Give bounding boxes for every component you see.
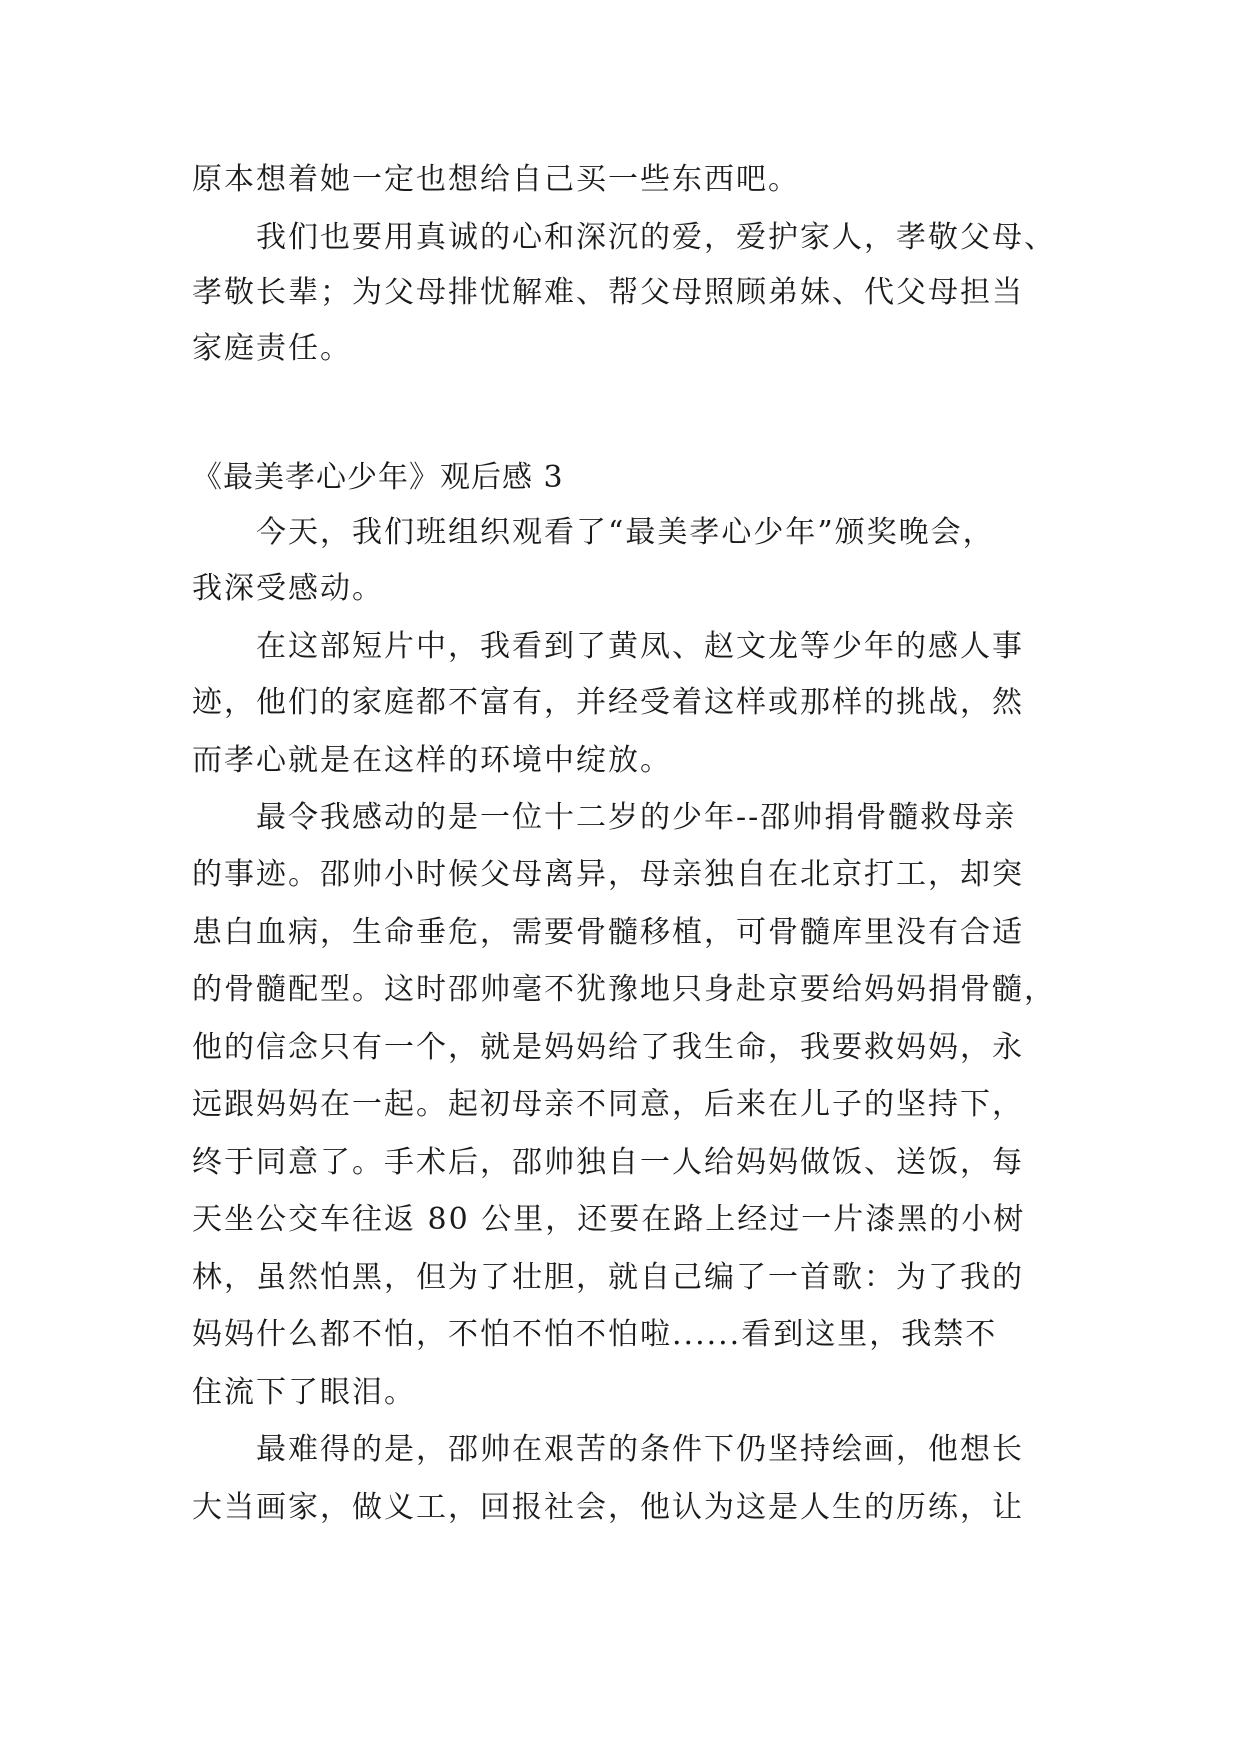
text-line: 我深受感动。	[192, 571, 384, 606]
paragraph-start: 最令我感动的是一位十二岁的少年--邵帅捐骨髓救母亲	[256, 800, 1017, 835]
text-line: 的骨髓配型。这时邵帅毫不犹豫地只身赴京要给妈妈捐骨髓，	[192, 972, 1056, 1007]
text-line: 的事迹。邵帅小时候父母离异，母亲独自在北京打工，却突	[192, 857, 1024, 892]
text-line: 远跟妈妈在一起。起初母亲不同意，后来在儿子的坚持下，	[192, 1087, 1024, 1122]
text-line: 天坐公交车往返 80 公里，还要在路上经过一片漆黑的小树	[192, 1202, 1026, 1237]
text-line: 迹，他们的家庭都不富有，并经受着这样或那样的挑战，然	[192, 685, 1024, 720]
text-line: 原本想着她一定也想给自己买一些东西吧。	[192, 162, 800, 197]
section-heading: 《最美孝心少年》观后感 3	[192, 460, 564, 495]
paragraph-start: 最难得的是，邵帅在艰苦的条件下仍坚持绘画，他想长	[256, 1432, 1024, 1467]
text-line: 患白血病，生命垂危，需要骨髓移植，可骨髓库里没有合适	[192, 915, 1024, 950]
text-line: 妈妈什么都不怕，不怕不怕不怕啦......看到这里，我禁不	[192, 1317, 998, 1352]
text-line: 孝敬长辈；为父母排忧解难、帮父母照顾弟妹、代父母担当	[192, 275, 1024, 310]
text-line: 他的信念只有一个，就是妈妈给了我生命，我要救妈妈，永	[192, 1030, 1024, 1065]
text-line: 住流下了眼泪。	[192, 1375, 416, 1410]
paragraph-start: 今天，我们班组织观看了“最美孝心少年”颁奖晚会，	[256, 515, 995, 550]
text-line: 家庭责任。	[192, 331, 352, 366]
text-line: 而孝心就是在这样的环境中绽放。	[192, 743, 672, 778]
text-line: 终于同意了。手术后，邵帅独自一人给妈妈做饭、送饭，每	[192, 1145, 1024, 1180]
paragraph-start: 在这部短片中，我看到了黄凤、赵文龙等少年的感人事	[256, 629, 1024, 664]
paragraph-start: 我们也要用真诚的心和深沉的爱，爱护家人，孝敬父母、	[256, 220, 1056, 255]
text-line: 大当画家，做义工，回报社会，他认为这是人生的历练，让	[192, 1490, 1024, 1525]
text-line: 林，虽然怕黑，但为了壮胆，就自己编了一首歌：为了我的	[192, 1260, 1024, 1295]
